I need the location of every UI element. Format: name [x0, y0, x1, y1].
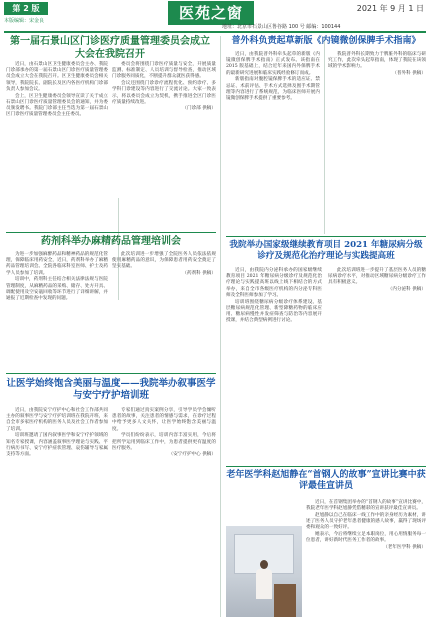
publisher-address: 地址：北京市石景山区鲁谷路 100 号 邮编：100144 [222, 24, 341, 30]
paragraph: 专家们通过真实案例分享，引导学员学会倾听患者的故事，关注患者的情感与需求，在诊疗过程中给予更多人文关怀，让医学始终饱含美丽与温度。 [112, 408, 216, 432]
section-separator [226, 236, 426, 237]
article-body [226, 268, 322, 325]
header-rule [4, 31, 426, 33]
article-body [6, 62, 108, 119]
section-masthead: 医苑之窗 [168, 1, 254, 25]
section-separator [6, 232, 216, 233]
paragraph: 近日，在首钢集团举办的“首钢人的故事”宣讲比赛中，我院老年医学科赵旭静凭借精彩的宣讲获评最佳宣讲员。 [306, 500, 426, 512]
article-body [6, 252, 108, 303]
article-byline: （内分泌科 供稿） [387, 287, 426, 293]
article-spleen-guideline [226, 36, 426, 47]
article-byline: （普外科 供稿） [392, 71, 426, 77]
newspaper-header [0, 0, 430, 38]
paragraph: 近日，由我院内分泌科承办的国家级继续教育项目 2021 年糖尿病分级诊疗及规范化治疗理论与实践提高班以线上线下相结合的方式举办，来自全市各级医疗机构的内分泌专科医师及全科医师参加了学习。 [226, 268, 322, 298]
column-divider [118, 198, 119, 300]
paragraph: 近日，由石景山区卫生健康委员会主办、我院门诊部承办的第一届石景山区门诊医疗质量管理委员会成立大会在我院召开。区卫生健康委员会相关领导，我院院长、副院长及区内各医疗机构门诊部负责人参加会议。 [6, 62, 108, 92]
paragraph: 赵旭静以自己在临床一线工作中的亲身经历为素材，讲述了医务人员守护老年患者健康的感人故事，赢得了现场评委和观众的一致好评。 [306, 512, 426, 531]
article-speech-contest [226, 470, 426, 493]
paragraph: 会上，区卫生健康委员会领导宣读了关于成立石景山区门诊医疗质量管理委员会的通知，并为委员颁发聘书。我院门诊部主任当选为第一届石景山区门诊医疗质量管理委员会主任委员。 [6, 93, 108, 118]
article-title: 让医学始终饱含美丽与温度——我院举办叙事医学与安宁疗护培训班 [6, 378, 216, 401]
column-divider [324, 36, 325, 234]
article-narrative-medicine [6, 378, 216, 402]
article-body [328, 268, 426, 293]
paragraph: 培训班邀请了国内叙事医学和安宁疗护领域的知名专家授课，内容涵盖叙事医学理论与实践、平行病历书写、安宁疗护症状管理、哀伤辅导与家属支持等方面。 [6, 433, 108, 457]
section-separator [226, 466, 426, 467]
article-body [112, 252, 216, 277]
section-separator [6, 373, 216, 374]
article-byline: （门诊部 供稿） [182, 106, 216, 112]
article-title: 药剂科举办麻精药品管理培训会 [41, 236, 181, 247]
editor-credit: 本版编辑：宋金良 [4, 18, 45, 24]
article-quality-committee [6, 36, 214, 61]
article-byline: （安宁疗护中心 供稿） [168, 452, 216, 458]
paragraph: 培训中，药剂科主任结合相关法律法规与医院管理制度，从麻精药品的采购、储存、处方开具、调配使用及空安瓿回收等环节进行了详细讲解，并通报了近期检查中发现的问题。 [6, 277, 108, 301]
article-body [226, 52, 320, 103]
paragraph: 她表示，今后将继续立足本职岗位，用心用情服务每一位患者，讲好新时代医务工作者的故事。 [306, 532, 426, 544]
article-title: 普外科负责起草新版《内镜微创保脾手术指南》 [231, 36, 421, 46]
article-byline: （老年医学科 供稿） [383, 544, 426, 550]
article-body [112, 62, 216, 113]
speaker-figure [256, 560, 272, 606]
article-title: 第一届石景山区门诊医疗质量管理委员会成立大会在我院召开 [10, 36, 210, 60]
podium [274, 584, 296, 617]
article-title: 老年医学科赵旭静在“首钢人的故事”宣讲比赛中获评最佳宣讲员 [226, 470, 426, 492]
paragraph: 新版指南对腹腔镜保脾手术的适应证、禁忌证、术前评估、手术方式选择及围手术期管理等内容进行了系统规范，为临床医师开展内镜微创保脾手术提供了重要参考。 [226, 77, 320, 101]
page-number-badge: 第 2 版 [4, 2, 48, 15]
article-diabetes-course [226, 240, 426, 261]
article-body [112, 408, 216, 459]
article-byline: （药剂科 供稿） [182, 271, 216, 277]
article-body [6, 408, 108, 459]
paragraph: 委员会将围绕门诊医疗质量与安全，开展质量监测、标准制定、人员培训与督导检查，推动区域门诊服务同质化，不断提升群众就医获得感。 [112, 62, 216, 80]
paragraph: 培训班围绕糖尿病分级诊疗体系建设、基层糖尿病规范化管理、新型降糖药物的临床应用、糖尿病慢性并发症筛查与防治等内容展开授课，并结合典型病例进行讨论。 [226, 299, 322, 324]
article-body [306, 500, 426, 551]
article-title: 我院举办国家级继续教育项目 2021 年糖尿病分级诊疗及规范化治疗理论与实践提高班 [229, 240, 423, 261]
article-narcotics-training [6, 236, 216, 249]
paragraph: 我院普外科长期致力于脾脏外科的临床与研究工作，此次牵头起草指南，体现了我院在该领域的学术影响力。 [328, 52, 426, 70]
paragraph: 会议还围绕门诊诊疗流程优化、预约诊疗、多学科门诊建设等内容进行了交流讨论。大家一致表示，将以委员会成立为契机，携手推进全区门诊医疗质量持续改进。 [112, 81, 216, 105]
paragraph: 此次培训班进一步提升了基层医务人员的糖尿病诊疗水平，对推动区域糖尿病分级诊疗工作具有积极意义。 [328, 268, 426, 286]
paragraph: 近日，由我院普外科牵头起草的新版《内镜微创保脾手术指南》正式发布。该指南在 2015 版基础上，结合近年来国内外保脾手术的最新研究进展和临床实践经验修订而成。 [226, 52, 320, 76]
issue-date: 2021 年 9 月 1 日 [356, 4, 424, 13]
article-body [328, 52, 426, 77]
paragraph: 为进一步加强麻醉药品和精神药品的规范化管理，保障临床用药安全，近日，药剂科举办了麻精药品管理培训会。全院各临床科室医师、护士及药学人员参加了培训。 [6, 252, 108, 276]
paragraph: 学员们纷纷表示，培训内容丰富实用，今后将把所学运用到临床工作中，为患者提供更有温度的医疗服务。 [112, 433, 216, 451]
paragraph: 近日，由我院安宁疗护中心和社会工作部共同主办的叙事医学与安宁疗护培训班在我院开班，来自全市多家医疗机构的医务人员及社会工作者参加了培训。 [6, 408, 108, 432]
column-divider [220, 36, 221, 617]
paragraph: 此次培训进一步增强了全院医务人员依法依规使用麻精药品的意识，为保障患者用药安全奠定了坚实基础。 [112, 252, 216, 270]
speaker-photo [226, 526, 302, 617]
